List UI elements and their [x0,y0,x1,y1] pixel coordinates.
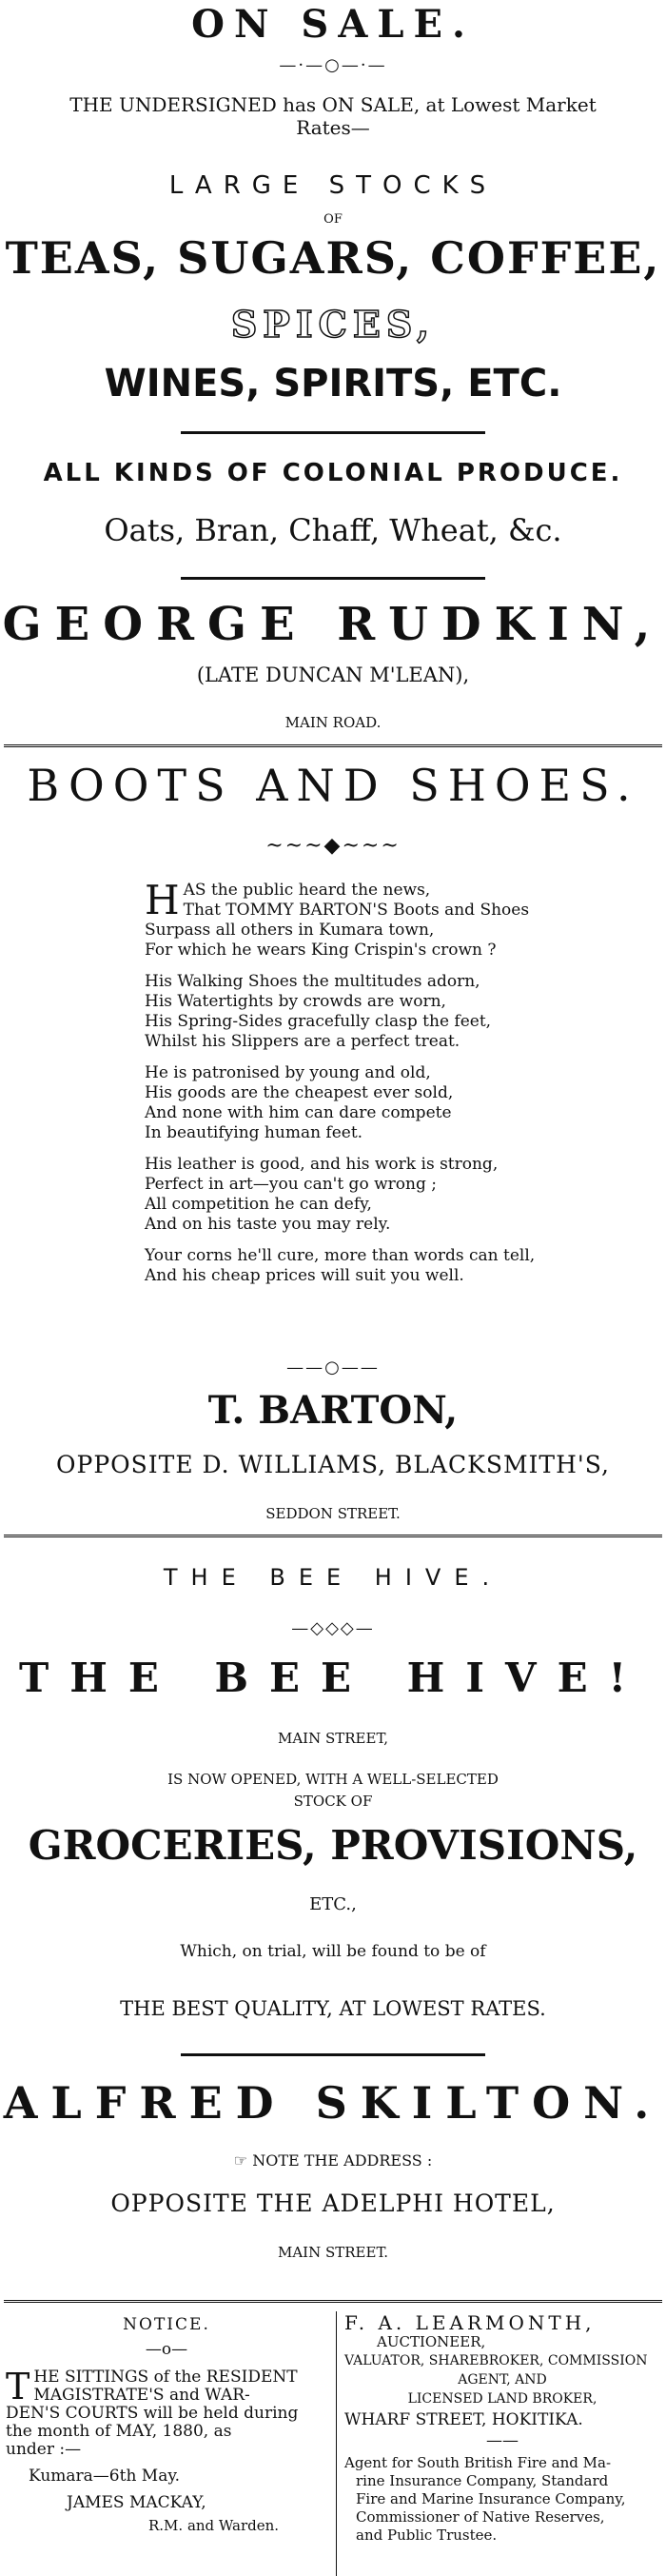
seddon-street: SEDDON STREET. [265,1505,401,1522]
notice-body [6,2368,327,2459]
learmonth-column [344,2313,660,2545]
wines-spirits: WINES, SPIRITS, ETC. [104,362,562,406]
learmonth-name: F. A. LEARMONTH, [344,2311,596,2334]
poem-line: And on his taste you may rely. [145,1215,391,1234]
ornament-divider: —— [486,2431,519,2450]
learmonth-line: Commissioner of Native Reserves, [356,2508,605,2526]
t-barton: T. BARTON, [207,1388,459,1433]
barton-address: OPPOSITE D. WILLIAMS, BLACKSMITH'S, [56,1451,610,1478]
main-road: MAIN ROAD. [284,714,382,731]
large-stocks: LARGE STOCKS [168,171,498,200]
on-trial: Which, on trial, will be found to be of [180,1942,486,1961]
opposite-adelphi: OPPOSITE THE ADELPHI HOTEL, [110,2190,556,2217]
late-duncan: (LATE DUNCAN M'LEAN), [196,664,470,686]
poem-line: For which he wears King Crispin's crown ? [145,941,497,960]
george-rudkin: GEORGE RUDKIN, [2,598,664,651]
section-rule [4,2300,662,2303]
section-rule [4,1535,662,1537]
column-rule [336,2311,337,2576]
poem-line: That TOMMY BARTON'S Boots and Shoes [183,901,530,920]
groceries-provisions: GROCERIES, PROVISIONS, [28,1822,638,1869]
notice-line: MAGISTRATE'S and WAR- [33,2386,250,2405]
notice-title: R.M. and Warden. [148,2517,280,2534]
poem-line: His goods are the cheapest ever sold, [145,1083,454,1102]
learmonth-line: and Public Trustee. [356,2526,498,2544]
note-address-label: NOTE THE ADDRESS : [252,2151,433,2170]
colonial-produce: ALL KINDS OF COLONIAL PRODUCE. [43,459,623,487]
learmonth-name-line [344,2313,660,2332]
learmonth-address: WHARF STREET, HOKITIKA. [344,2410,583,2429]
notice-kumara: Kumara—6th May. [29,2467,181,2486]
poem-line: And none with him can dare compete [145,1103,452,1122]
notice-column [6,2315,327,2535]
poem-line: His Watertights by crowds are worn, [145,992,446,1011]
poem-line: AS the public heard the news, [183,881,431,900]
learmonth-line: Agent for South British Fire and Ma- [344,2454,612,2471]
poem-line: Your corns he'll cure, more than words can tell, [145,1246,536,1265]
learmonth-body [344,2454,660,2545]
section-rule [4,744,662,747]
poem-line: He is patronised by young and old, [145,1063,431,1082]
divider [181,431,485,434]
poem-stanza-4 [145,1155,544,1235]
on-sale-intro-second: Rates— [296,116,370,139]
learmonth-line: rine Insurance Company, Standard [356,2472,609,2489]
ornament-flourish: ~~~◆~~~ [265,834,401,858]
bee-hive-heading: THE BEE HIVE! [18,1655,648,1701]
divider [181,577,485,580]
alfred-skilton: ALFRED SKILTON. [3,2077,663,2129]
teas-sugars-coffee: TEAS, SUGARS, COFFEE, [5,232,661,284]
notice-line: DEN'S COURTS will be held during [6,2404,299,2423]
best-quality: THE BEST QUALITY, AT LOWEST RATES. [120,1997,546,2020]
notice-signer: JAMES MACKAY, [67,2493,206,2512]
now-opened: IS NOW OPENED, WITH A WELL-SELECTED [167,1771,499,1788]
poem-line: His leather is good, and his work is strong, [145,1155,499,1174]
poem-stanza-1 [145,877,544,961]
learmonth-auctioneer: AUCTIONEER, [377,2333,486,2350]
boots-poem [145,877,544,1298]
note-address [0,2151,666,2170]
boots-heading: BOOTS AND SHOES. [27,760,639,811]
poem-line: In beautifying human feet. [145,1123,363,1142]
oats-bran: Oats, Bran, Chaff, Wheat, &c. [104,512,562,548]
poem-stanza-3 [145,1063,544,1143]
poem-stanza-5 [145,1246,544,1286]
stock-of: STOCK OF [293,1793,373,1810]
etc-label: ETC., [309,1894,357,1914]
ornament-divider: —·—○—·— [279,55,387,75]
on-sale-intro [0,93,666,139]
poem-line: Whilst his Slippers are a perfect treat. [145,1032,460,1051]
poem-line: Surpass all others in Kumara town, [145,921,435,940]
poem-line: All competition he can defy, [145,1195,372,1214]
learmonth-line: Fire and Marine Insurance Company, [356,2490,626,2507]
poem-line: And his cheap prices will suit you well. [145,1266,464,1285]
notice-line: the month of MAY, 1880, as [6,2422,232,2441]
learmonth-broker: LICENSED LAND BROKER, [407,2391,597,2407]
on-sale-heading: ON SALE. [191,2,475,47]
learmonth-roles: VALUATOR, SHAREBROKER, COMMISSION [344,2353,648,2368]
drop-cap-t: T [6,2366,30,2408]
poem-stanza-2 [145,972,544,1052]
pointing-hand-icon: ☞ [233,2151,248,2170]
bee-hive-street: MAIN STREET, [277,1730,389,1747]
on-sale-intro-first: THE UNDERSIGNED has ON SALE, at Lowest Market [69,93,597,116]
ornament-flourish: —◇◇◇— [291,1618,375,1638]
notice-heading: NOTICE. [123,2315,210,2334]
notice-line: under :— [6,2440,82,2459]
ornament-divider: —o— [145,2340,188,2359]
poem-line: Perfect in art—you can't go wrong ; [145,1175,437,1194]
poem-line: His Spring-Sides gracefully clasp the feet, [145,1012,492,1031]
bee-hive-main-street: MAIN STREET. [277,2244,389,2261]
divider [181,2053,485,2056]
of-label: OF [323,212,343,227]
spices: SPICES, [230,303,436,346]
notice-line: HE SITTINGS of the RESIDENT [33,2368,298,2387]
bee-hive-banner: THE BEE HIVE. [163,1564,503,1591]
ornament-divider: ——○—— [286,1357,380,1377]
drop-cap-h: H [145,877,180,923]
poem-line: His Walking Shoes the multitudes adorn, [145,972,480,991]
learmonth-agent: AGENT, AND [458,2372,547,2388]
